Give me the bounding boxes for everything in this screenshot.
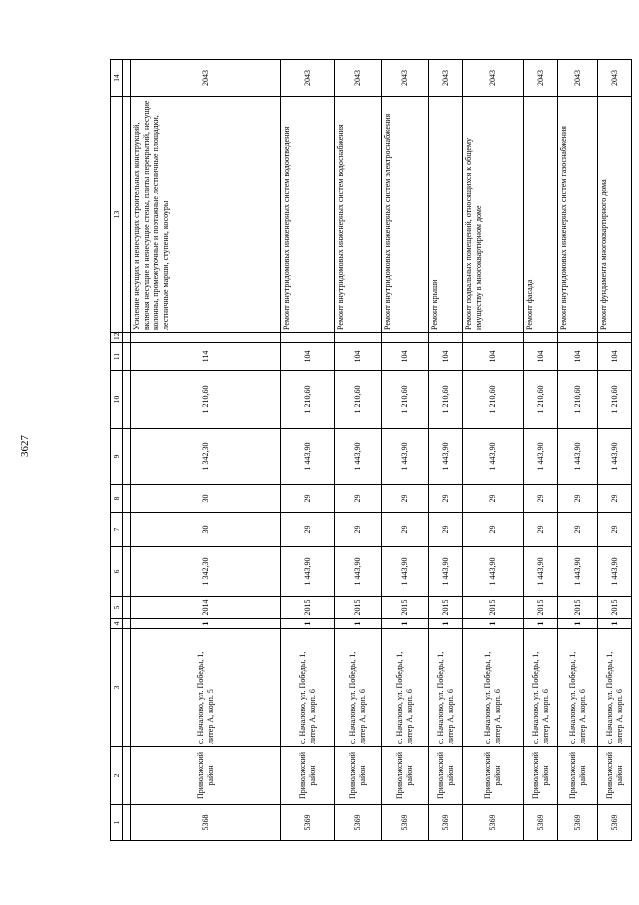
cell-count-b: 29 xyxy=(281,485,335,513)
cell-plan-year: 2043 xyxy=(463,60,524,97)
cell-count-a: 29 xyxy=(281,513,335,547)
table-row xyxy=(429,60,463,841)
cell-residents: 104 xyxy=(429,343,463,371)
cell-address: с. Началово, ул. Победы, 1, литер А, корп. 6 xyxy=(335,629,382,747)
cell-id: 5369 xyxy=(281,805,335,841)
cell-area-living: 1 210,60 xyxy=(558,371,598,429)
cell-residents: 114 xyxy=(131,343,281,371)
table-row xyxy=(382,60,429,841)
cell-count-b: 29 xyxy=(429,485,463,513)
cell-id: 5369 xyxy=(382,805,429,841)
table-row xyxy=(558,60,598,841)
cell-plan-year: 2043 xyxy=(429,60,463,97)
table-row xyxy=(598,60,632,841)
cell-count-b: 30 xyxy=(131,485,281,513)
cell-count-a: 29 xyxy=(598,513,632,547)
cell-area-living: 1 210,60 xyxy=(429,371,463,429)
cell-flag: 1 xyxy=(558,619,598,629)
cell-work-type: Ремонт фундамента многоквартирного дома xyxy=(598,97,632,333)
cell-area-total: 1 443,90 xyxy=(335,547,382,597)
cell-plan-year: 2043 xyxy=(382,60,429,97)
cell-plan-year: 2043 xyxy=(335,60,382,97)
cell-address: с. Началово, ул. Победы, 1, литер А, корп. 6 xyxy=(429,629,463,747)
cell-empty xyxy=(281,333,335,343)
cell-residents: 104 xyxy=(281,343,335,371)
cell-flag: 1 xyxy=(281,619,335,629)
cell-count-b: 29 xyxy=(463,485,524,513)
cell-empty xyxy=(382,333,429,343)
cell-area-b: 1 443,90 xyxy=(281,429,335,485)
cell-year: 2014 xyxy=(131,597,281,619)
cell-address: с. Началово, ул. Победы, 1, литер А, корп. 6 xyxy=(524,629,558,747)
cell-flag: 1 xyxy=(131,619,281,629)
cell-address: с. Началово, ул. Победы, 1, литер А, корп. 6 xyxy=(281,629,335,747)
cell-count-a: 29 xyxy=(463,513,524,547)
cell-area-b: 1 443,90 xyxy=(382,429,429,485)
cell-year: 2015 xyxy=(335,597,382,619)
cell-id: 5369 xyxy=(429,805,463,841)
column-number: 14 xyxy=(111,60,123,97)
cell-flag: 1 xyxy=(335,619,382,629)
cell-work-type: Ремонт внутридомовых инженерных систем газоснабжения xyxy=(558,97,598,333)
table-row xyxy=(463,60,524,841)
cell-work-type: Ремонт фасада xyxy=(524,97,558,333)
column-number: 7 xyxy=(111,513,123,547)
cell-year: 2015 xyxy=(524,597,558,619)
cell-year: 2015 xyxy=(558,597,598,619)
column-number: 1 xyxy=(111,805,123,841)
cell-district: Приволжский район xyxy=(429,747,463,805)
cell-residents: 104 xyxy=(598,343,632,371)
page-number: 3627 xyxy=(19,435,31,457)
cell-address: с. Началово, ул. Победы, 1, литер А, корп. 6 xyxy=(598,629,632,747)
cell-year: 2015 xyxy=(463,597,524,619)
column-number: 2 xyxy=(111,747,123,805)
rotated-table-container xyxy=(110,60,624,841)
cell-area-b: 1 443,90 xyxy=(558,429,598,485)
column-number-row xyxy=(111,60,123,841)
cell-area-living: 1 210,60 xyxy=(281,371,335,429)
spacer-row xyxy=(123,60,131,841)
cell-work-type: Ремонт крыши xyxy=(429,97,463,333)
table-row xyxy=(131,60,281,841)
cell-address: с. Началово, ул. Победы, 1, литер А, корп. 6 xyxy=(463,629,524,747)
cell-count-b: 29 xyxy=(558,485,598,513)
cell-count-b: 29 xyxy=(335,485,382,513)
cell-residents: 104 xyxy=(463,343,524,371)
cell-plan-year: 2043 xyxy=(598,60,632,97)
column-number: 4 xyxy=(111,619,123,629)
column-number: 3 xyxy=(111,629,123,747)
column-number: 12 xyxy=(111,333,123,343)
cell-count-a: 29 xyxy=(335,513,382,547)
column-number: 5 xyxy=(111,597,123,619)
cell-area-b: 1 443,90 xyxy=(429,429,463,485)
cell-area-b: 1 443,90 xyxy=(598,429,632,485)
cell-area-living: 1 210,60 xyxy=(335,371,382,429)
cell-district: Приволжский район xyxy=(382,747,429,805)
column-number: 13 xyxy=(111,97,123,333)
cell-flag: 1 xyxy=(524,619,558,629)
cell-id: 5369 xyxy=(598,805,632,841)
cell-plan-year: 2043 xyxy=(131,60,281,97)
cell-flag: 1 xyxy=(429,619,463,629)
table-row xyxy=(335,60,382,841)
column-number: 9 xyxy=(111,429,123,485)
cell-count-a: 29 xyxy=(429,513,463,547)
cell-address: с. Началово, ул. Победы, 1, литер А, корп. 6 xyxy=(382,629,429,747)
cell-count-b: 29 xyxy=(382,485,429,513)
cell-work-type: Ремонт подвальных помещений, относящихся к общему имуществу в многоквартирном доме xyxy=(463,97,524,333)
cell-year: 2015 xyxy=(382,597,429,619)
cell-empty xyxy=(598,333,632,343)
cell-area-living: 1 210,60 xyxy=(598,371,632,429)
cell-count-b: 29 xyxy=(524,485,558,513)
column-number: 10 xyxy=(111,371,123,429)
cell-area-total: 1 443,90 xyxy=(429,547,463,597)
cell-district: Приволжский район xyxy=(558,747,598,805)
cell-district: Приволжский район xyxy=(524,747,558,805)
cell-empty xyxy=(524,333,558,343)
cell-work-type: Ремонт внутридомовых инженерных систем водоснабжения xyxy=(335,97,382,333)
cell-count-a: 29 xyxy=(558,513,598,547)
cell-empty xyxy=(429,333,463,343)
cell-area-total: 1 443,90 xyxy=(598,547,632,597)
cell-residents: 104 xyxy=(558,343,598,371)
column-number: 8 xyxy=(111,485,123,513)
cell-flag: 1 xyxy=(382,619,429,629)
cell-address: с. Началово, ул. Победы, 1, литер А, корп. 5 xyxy=(131,629,281,747)
cell-count-a: 29 xyxy=(382,513,429,547)
cell-work-type: Ремонт внутридомовых инженерных систем электроснабжения xyxy=(382,97,429,333)
cell-area-b: 1 443,90 xyxy=(524,429,558,485)
cell-area-b: 1 443,90 xyxy=(463,429,524,485)
cell-flag: 1 xyxy=(463,619,524,629)
column-number: 6 xyxy=(111,547,123,597)
cell-district: Приволжский район xyxy=(335,747,382,805)
cell-empty xyxy=(558,333,598,343)
cell-area-living: 1 210,60 xyxy=(524,371,558,429)
cell-empty xyxy=(131,333,281,343)
cell-area-b: 1 342,30 xyxy=(131,429,281,485)
column-number: 11 xyxy=(111,343,123,371)
cell-id: 5369 xyxy=(558,805,598,841)
cell-empty xyxy=(335,333,382,343)
cell-district: Приволжский район xyxy=(131,747,281,805)
cell-id: 5369 xyxy=(463,805,524,841)
cell-area-living: 1 210,60 xyxy=(463,371,524,429)
cell-plan-year: 2043 xyxy=(281,60,335,97)
cell-area-living: 1 210,60 xyxy=(382,371,429,429)
repair-schedule-table xyxy=(110,59,632,841)
cell-work-type: Усиление несущих и ненесущих строительных конструкций, включая несущие и ненесущие стены, плиты перекрытий, несущие колонны, промежуточные и поэтажные лестничные площадки, лестничные марши, ступени, косоуры xyxy=(131,97,281,333)
cell-plan-year: 2043 xyxy=(558,60,598,97)
cell-area-b: 1 443,90 xyxy=(335,429,382,485)
cell-flag: 1 xyxy=(598,619,632,629)
cell-id: 5368 xyxy=(131,805,281,841)
cell-count-a: 29 xyxy=(524,513,558,547)
table-row xyxy=(281,60,335,841)
cell-empty xyxy=(463,333,524,343)
cell-district: Приволжский район xyxy=(598,747,632,805)
cell-year: 2015 xyxy=(281,597,335,619)
cell-residents: 104 xyxy=(524,343,558,371)
cell-district: Приволжский район xyxy=(463,747,524,805)
cell-address: с. Началово, ул. Победы, 1, литер А, корп. 6 xyxy=(558,629,598,747)
cell-count-b: 29 xyxy=(598,485,632,513)
cell-work-type: Ремонт внутридомовых инженерных систем водоотведения xyxy=(281,97,335,333)
cell-area-living: 1 210,60 xyxy=(131,371,281,429)
cell-area-total: 1 443,90 xyxy=(524,547,558,597)
cell-district: Приволжский район xyxy=(281,747,335,805)
cell-residents: 104 xyxy=(335,343,382,371)
cell-count-a: 30 xyxy=(131,513,281,547)
cell-plan-year: 2043 xyxy=(524,60,558,97)
cell-year: 2015 xyxy=(429,597,463,619)
cell-area-total: 1 443,90 xyxy=(382,547,429,597)
table-row xyxy=(524,60,558,841)
cell-year: 2015 xyxy=(598,597,632,619)
cell-area-total: 1 342,30 xyxy=(131,547,281,597)
cell-area-total: 1 443,90 xyxy=(463,547,524,597)
cell-area-total: 1 443,90 xyxy=(281,547,335,597)
cell-area-total: 1 443,90 xyxy=(558,547,598,597)
cell-id: 5369 xyxy=(335,805,382,841)
cell-id: 5369 xyxy=(524,805,558,841)
cell-residents: 104 xyxy=(382,343,429,371)
